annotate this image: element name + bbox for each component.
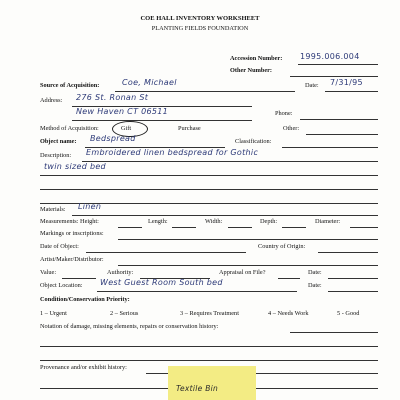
appraisal-field[interactable] xyxy=(278,278,300,279)
date-of-object-label: Date of Object: xyxy=(40,243,79,250)
classification-label: Classification: xyxy=(235,138,272,145)
materials-field[interactable] xyxy=(72,215,378,216)
date-value: 7/31/95 xyxy=(330,78,363,87)
source-value: Coe, Michael xyxy=(122,78,177,87)
description-value-1: Embroidered linen bedspread for Gothic xyxy=(86,148,259,157)
value-field[interactable] xyxy=(62,278,96,279)
depth-field[interactable] xyxy=(282,227,306,228)
measurements-height-label: Measurements: Height: xyxy=(40,218,99,225)
phone-label: Phone: xyxy=(275,110,293,117)
measurements-width-label: Width: xyxy=(205,218,223,225)
accession-number-label: Accession Number: xyxy=(230,55,283,62)
form-subtitle: PLANTING FIELDS FOUNDATION xyxy=(151,25,249,32)
width-field[interactable] xyxy=(228,227,252,228)
description-field-2[interactable] xyxy=(40,175,378,176)
method-option-other[interactable]: Other: xyxy=(283,125,300,132)
artist-field[interactable] xyxy=(118,265,378,266)
condition-urgent[interactable]: 1 – Urgent xyxy=(40,310,67,317)
location-date-field[interactable] xyxy=(328,291,378,292)
condition-serious[interactable]: 2 – Serious xyxy=(110,310,139,317)
address-value-2: New Haven CT 06511 xyxy=(76,107,169,116)
markings-label: Markings or inscriptions: xyxy=(40,230,104,237)
provenance-label: Provenance and/or exhibit history: xyxy=(40,364,127,371)
value-date-field[interactable] xyxy=(328,278,378,279)
accession-number-line[interactable] xyxy=(298,64,378,65)
materials-value: Linen xyxy=(78,202,102,211)
date-field[interactable] xyxy=(325,91,378,92)
sticky-note-text: Textile Bin xyxy=(176,384,219,393)
notation-field-3[interactable] xyxy=(40,360,378,361)
other-number-field[interactable] xyxy=(290,76,378,77)
description-field-3[interactable] xyxy=(40,189,378,190)
condition-heading: Condition/Conservation Priority: xyxy=(40,296,130,303)
length-field[interactable] xyxy=(172,227,196,228)
location-date-label: Date: xyxy=(308,282,322,289)
notation-field-1[interactable] xyxy=(290,332,378,333)
country-field[interactable] xyxy=(318,252,378,253)
condition-needs-work[interactable]: 4 – Needs Work xyxy=(268,310,309,317)
address-field-2[interactable] xyxy=(72,120,252,121)
authority-label: Authority: xyxy=(107,269,134,276)
source-label: Source of Acquisition: xyxy=(40,82,100,89)
measurements-length-label: Length: xyxy=(148,218,168,225)
method-option-gift[interactable]: Gift xyxy=(121,125,132,132)
method-other-field[interactable] xyxy=(306,134,378,135)
artist-label: Artist/Maker/Distributor: xyxy=(40,256,104,263)
form-title: COE HALL INVENTORY WORKSHEET xyxy=(140,15,260,22)
method-option-purchase[interactable]: Purchase xyxy=(178,125,201,132)
condition-good[interactable]: 5 - Good xyxy=(337,310,360,317)
description-field-1[interactable] xyxy=(82,161,378,162)
object-location-value: West Guest Room South bed xyxy=(100,278,223,287)
object-name-label: Object name: xyxy=(40,138,77,145)
condition-requires-treatment[interactable]: 3 – Requires Treatment xyxy=(180,310,239,317)
sticky-note xyxy=(168,366,256,400)
address-value-1: 276 St. Ronan St xyxy=(76,93,149,102)
object-location-field[interactable] xyxy=(97,291,297,292)
markings-field[interactable] xyxy=(118,239,378,240)
date-label: Date: xyxy=(305,82,319,89)
country-label: Country of Origin: xyxy=(258,243,306,250)
address-label: Address: xyxy=(40,97,63,104)
description-label: Description: xyxy=(40,152,72,159)
object-name-value: Bedspread xyxy=(90,134,136,143)
measurements-depth-label: Depth: xyxy=(260,218,278,225)
description-value-2: twin sized bed xyxy=(44,162,106,171)
notation-label: Notation of damage, missing elements, repairs or conservation history: xyxy=(40,323,219,330)
appraisal-label: Appraisal on File? xyxy=(219,269,266,276)
date-of-object-field[interactable] xyxy=(86,252,246,253)
object-location-label: Object Location: xyxy=(40,282,83,289)
phone-field[interactable] xyxy=(300,119,378,120)
materials-label: Materials: xyxy=(40,206,66,213)
classification-field[interactable] xyxy=(282,147,378,148)
value-date-label: Date: xyxy=(308,269,322,276)
method-label: Method of Acquisition: xyxy=(40,125,99,132)
height-field[interactable] xyxy=(118,227,142,228)
accession-number-value: 1995.006.004 xyxy=(300,52,360,61)
value-label: Value: xyxy=(40,269,57,276)
diameter-field[interactable] xyxy=(350,227,378,228)
notation-field-2[interactable] xyxy=(40,346,378,347)
other-number-label: Other Number: xyxy=(230,67,273,74)
measurements-diameter-label: Diameter: xyxy=(315,218,341,225)
source-field[interactable] xyxy=(115,91,295,92)
